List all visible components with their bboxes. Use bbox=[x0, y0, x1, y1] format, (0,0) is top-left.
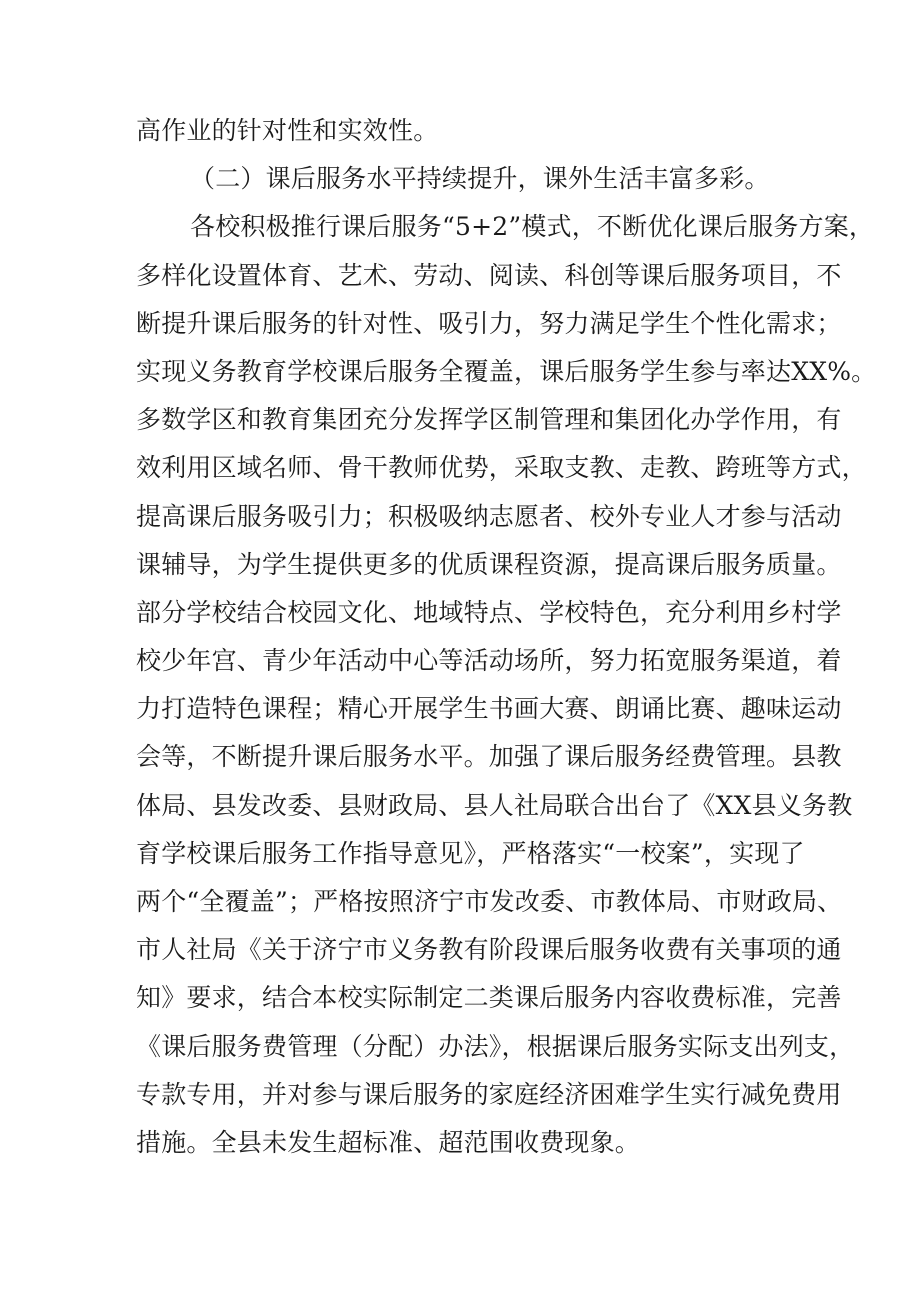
text-line-22: 措施。全县未发生超标准、超范围收费现象。 bbox=[136, 1127, 641, 1157]
text-line-14: 会等，不断提升课后服务水平。加强了课后服务经费管理。县教 bbox=[136, 742, 842, 772]
text-line-20: 《课后服务费管理（分配）办法》，根据课后服务实际支出列支， bbox=[136, 1031, 855, 1061]
text-line-8: 效利用区域名师、骨干教师优势，采取支教、走教、跨班等方式， bbox=[136, 453, 867, 483]
text-line-19: 知》要求，结合本校实际制定二类课后服务内容收费标准，完善 bbox=[136, 983, 842, 1013]
section-heading: （二）课后服务水平持续提升，课外生活丰富多彩。 bbox=[190, 164, 770, 194]
text-line-7: 多数学区和教育集团充分发挥学区制管理和集团化办学作用，有 bbox=[136, 405, 842, 435]
text-line-21: 专款专用，并对参与课后服务的家庭经济困难学生实行减免费用 bbox=[136, 1079, 842, 1109]
document-body bbox=[136, 107, 877, 1167]
text-line-15: 体局、县发改委、县财政局、县人社局联合出台了《XX县义务教 bbox=[136, 790, 853, 820]
text-line-6: 实现义务教育学校课后服务全覆盖，课后服务学生参与率达XX%。 bbox=[136, 356, 877, 386]
text-line-13: 力打造特色课程；精心开展学生书画大赛、朗诵比赛、趣味运动 bbox=[136, 694, 842, 724]
text-line-9: 提高课后服务吸引力；积极吸纳志愿者、校外专业人才参与活动 bbox=[136, 501, 842, 531]
text-line-4: 多样化设置体育、艺术、劳动、阅读、科创等课后服务项目，不 bbox=[136, 260, 842, 290]
text-line-18: 市人社局《关于济宁市义务教有阶段课后服务收费有关事项的通 bbox=[136, 935, 842, 965]
text-line-3: 各校积极推行课后服务“5+2”模式，不断优化课后服务方案， bbox=[190, 212, 875, 242]
text-line-5: 断提升课后服务的针对性、吸引力，努力满足学生个性化需求； bbox=[136, 308, 842, 338]
text-line-10: 课辅导，为学生提供更多的优质课程资源，提高课后服务质量。 bbox=[136, 549, 842, 579]
text-line-1: 高作业的针对性和实效性。 bbox=[136, 116, 439, 145]
text-line-12: 校少年宫、青少年活动中心等活动场所，努力拓宽服务渠道，着 bbox=[136, 646, 842, 676]
text-line-16: 育学校课后服务工作指导意见》，严格落实“一校案”，实现了 bbox=[136, 838, 805, 868]
text-line-17: 两个“全覆盖”；严格按照济宁市发改委、市教体局、市财政局、 bbox=[136, 887, 843, 916]
text-line-11: 部分学校结合校园文化、地域特点、学校特色，充分利用乡村学 bbox=[136, 597, 842, 627]
